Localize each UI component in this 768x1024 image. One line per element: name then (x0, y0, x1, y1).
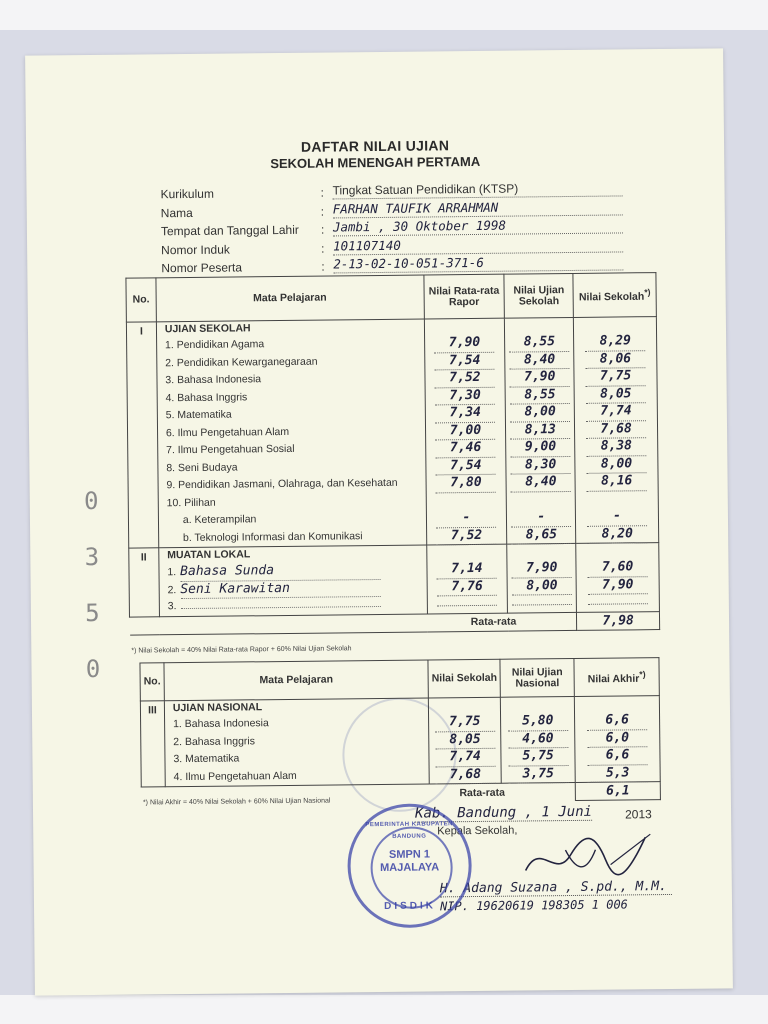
score-cell (501, 729, 574, 747)
score-column-2 (501, 696, 576, 783)
header-school-score: Nilai Sekolah (428, 659, 500, 698)
column-pad (574, 317, 656, 333)
score-cell (576, 455, 658, 473)
score-cell (425, 386, 505, 404)
document-title: DAFTAR NILAI UJIAN (300, 137, 450, 155)
subject-column (156, 319, 426, 548)
perforated-serial: 0 3 5 0 (83, 486, 102, 684)
score-value: 7,00 (435, 421, 495, 440)
score-cell (425, 404, 505, 422)
local-subject-name: Bahasa Sunda (180, 561, 380, 582)
score-value: 8,55 (509, 333, 569, 352)
subject-label: 8. Seni Budaya (166, 460, 238, 474)
score-cell (507, 455, 575, 473)
score-value: 7,68 (586, 420, 646, 439)
score-cell (506, 420, 574, 438)
subject-label: 1. (167, 566, 177, 579)
subject-label: 4. Ilmu Pengetahuan Alam (173, 769, 297, 783)
score-cell (426, 439, 506, 457)
score-value: 7,90 (512, 559, 572, 578)
info-value: FARHAN TAUFIK ARRAHMAN (333, 198, 623, 218)
score-cell (502, 764, 575, 782)
score-cell (426, 509, 506, 527)
average-value: 7,98 (577, 611, 660, 630)
score-value (512, 604, 572, 606)
score-cell (507, 473, 575, 491)
score-value: 7,90 (510, 368, 570, 387)
score-value: 7,75 (586, 367, 646, 386)
score-cell (574, 350, 656, 368)
score-value: 7,34 (435, 404, 495, 423)
score-cell (430, 765, 501, 783)
score-column-3 (574, 696, 660, 783)
local-subject-name (181, 606, 381, 609)
section-number (140, 701, 165, 787)
score-cell (577, 576, 659, 594)
exam-score-sheet (25, 48, 733, 995)
score-column-1 (426, 544, 507, 613)
info-value: Jambi , 30 Oktober 1998 (333, 216, 623, 236)
score-cell (426, 456, 506, 474)
score-cell (575, 402, 657, 420)
info-colon: : (321, 241, 325, 256)
header-national-exam: Nilai Ujian Nasional (500, 658, 574, 697)
principal-name: H. Adang Suzana , S.pd., M.M. (440, 879, 672, 897)
subject-label: 6. Ilmu Pengetahuan Alam (165, 425, 290, 439)
score-value: 7,74 (435, 748, 495, 767)
score-column-2 (507, 543, 577, 612)
score-value: 5,80 (508, 712, 568, 731)
score-cell (575, 711, 659, 729)
section-number (126, 322, 158, 548)
national-exam-table (139, 657, 660, 805)
score-cell (576, 507, 658, 525)
column-pad (575, 696, 659, 712)
header-subject: Mata Pelajaran (156, 275, 424, 322)
stamp-school: SMPN 1 (388, 848, 431, 861)
section-number-text: II (140, 551, 147, 564)
info-label: Nomor Induk (161, 242, 230, 257)
info-colon: : (320, 204, 325, 219)
score-cell (508, 594, 576, 612)
score-value: 8,06 (585, 350, 645, 369)
score-cell (427, 595, 507, 613)
score-cell (577, 593, 659, 611)
score-value: 8,65 (511, 525, 571, 544)
score-value: 7,46 (436, 439, 496, 458)
score-cell (507, 490, 575, 508)
score-value: 7,80 (436, 474, 496, 493)
score-value: 8,29 (585, 332, 645, 351)
score-cell (576, 472, 658, 490)
section-name: UJIAN SEKOLAH (164, 322, 251, 336)
info-colon: : (320, 222, 325, 237)
score-cell (427, 577, 507, 595)
subject-label: 2. Pendidikan Kewarganegaraan (165, 355, 318, 369)
subject-label: 9. Pendidikan Jasmani, Olahraga, dan Kesehatan (166, 476, 398, 492)
score-value: 7,90 (434, 334, 494, 353)
section-number-text: III (147, 704, 157, 717)
column-pad (508, 544, 576, 560)
score-cell (576, 764, 660, 782)
subject-label: 2. Bahasa Inggris (173, 734, 256, 748)
score-cell (508, 559, 576, 577)
score-value: 3,75 (508, 765, 568, 784)
column-pad (501, 697, 574, 713)
score-cell (507, 508, 575, 526)
subject-column (159, 545, 427, 616)
final-score-note: *) Nilai Akhir = 40% Nilai Sekolah + 60% Nilai Ujian Nasional (142, 797, 331, 807)
section-name: UJIAN NASIONAL (172, 701, 263, 715)
header-school-exam: Nilai Ujian Sekolah (504, 273, 573, 318)
score-value (588, 603, 648, 605)
score-cell (508, 576, 576, 594)
score-cell (429, 713, 500, 731)
section-number (129, 548, 160, 617)
score-value: 8,30 (511, 455, 571, 474)
info-value: 101107140 (333, 235, 623, 255)
score-value: 8,55 (510, 385, 570, 404)
score-cell (427, 560, 507, 578)
school-exam-table (125, 272, 660, 635)
local-subject-name: Seni Karawitan (180, 578, 380, 599)
subject-item (159, 527, 426, 547)
info-label: Nama (160, 205, 193, 220)
score-column-3 (574, 317, 659, 544)
score-cell (426, 474, 506, 492)
score-cell (427, 526, 507, 544)
score-cell (505, 333, 573, 351)
score-value: 8,20 (587, 525, 647, 544)
column-pad (576, 543, 658, 559)
subject-item (166, 766, 429, 786)
score-cell (575, 746, 659, 764)
score-value: 8,38 (586, 437, 646, 456)
score-cell (575, 437, 657, 455)
score-column-2 (505, 317, 576, 544)
school-stamp (347, 803, 472, 928)
info-label: Nomor Peserta (161, 260, 243, 276)
column-pad (427, 545, 507, 561)
score-value: 7,90 (588, 576, 648, 595)
info-label: Kurikulum (160, 186, 214, 202)
score-value: 7,60 (588, 558, 648, 577)
stamp-bottom-text: DISDIK (384, 900, 437, 912)
score-cell (506, 438, 574, 456)
info-colon: : (320, 185, 324, 200)
score-column-1 (429, 697, 502, 784)
subject-item (158, 475, 425, 495)
subject-label: a. Keterampilan (182, 513, 257, 527)
section-number-text: I (139, 325, 143, 338)
header-final-score: Nilai Akhir*) (574, 658, 659, 697)
score-cell (575, 367, 657, 385)
score-value: 8,00 (512, 576, 572, 595)
score-value: 8,00 (510, 403, 570, 422)
principal-nip: NIP. 19620619 198305 1 006 (439, 897, 628, 914)
score-cell (506, 368, 574, 386)
score-cell (575, 420, 657, 438)
header-no: No. (140, 663, 164, 701)
score-cell (501, 712, 574, 730)
score-value: 7,76 (437, 577, 497, 596)
score-value: 8,40 (511, 473, 571, 492)
score-value: 4,60 (508, 730, 568, 749)
score-value: - (436, 509, 496, 528)
score-cell (507, 525, 575, 543)
score-value: 7,14 (437, 560, 497, 579)
subject-label: 1. Bahasa Indonesia (172, 717, 269, 731)
info-value: Tingkat Satuan Pendidikan (KTSP) (332, 179, 622, 199)
school-score-note: *) Nilai Sekolah = 40% Nilai Rata-rata Rapor + 60% Nilai Ujian Sekolah (131, 645, 352, 655)
score-cell (430, 748, 501, 766)
header-school-score: Nilai Sekolah*) (573, 273, 656, 318)
score-column-3 (576, 543, 659, 612)
column-pad (505, 318, 573, 334)
score-cell (429, 730, 500, 748)
score-value: 6,6 (587, 746, 647, 765)
subject-label: 2. (167, 583, 177, 596)
score-value: 9,00 (510, 438, 570, 457)
subject-label: 7. Ilmu Pengetahuan Sosial (166, 442, 295, 457)
stamp-ring-text: PEMERINTAH KABUPATEN BANDUNG (365, 821, 454, 840)
subject-label: b. Teknologi Informasi dan Komunikasi (182, 529, 363, 544)
score-value: - (587, 507, 647, 526)
sign-year: 2013 (625, 807, 652, 822)
score-cell (425, 369, 505, 387)
stamp-town: MAJALAYA (380, 861, 440, 875)
average-label: Rata-rata (129, 612, 576, 635)
subject-item (160, 596, 427, 616)
score-value: 7,68 (435, 765, 495, 784)
score-column-1 (424, 318, 507, 545)
column-pad (424, 319, 504, 335)
score-value: 7,52 (436, 526, 496, 545)
subject-label: 10. Pilihan (166, 496, 216, 509)
subject-label: 4. Bahasa Inggris (165, 390, 248, 404)
place-date: Kab. Bandung , 1 Juni (414, 803, 593, 822)
score-value: 8,40 (509, 350, 569, 369)
score-cell (576, 490, 658, 508)
score-value: 8,16 (587, 472, 647, 491)
score-value: 8,00 (586, 455, 646, 474)
score-value: 8,05 (435, 730, 495, 749)
header-report-average: Nilai Rata-rata Rapor (423, 274, 504, 319)
document-subtitle: SEKOLAH MENENGAH PERTAMA (270, 153, 481, 172)
score-value: 7,52 (435, 369, 495, 388)
score-value: 8,13 (510, 420, 570, 439)
score-value: 7,30 (435, 386, 495, 405)
score-cell (577, 558, 659, 576)
header-no: No. (126, 278, 156, 322)
score-value: 7,54 (435, 351, 495, 370)
principal-role: Kepala Sekolah, (437, 824, 518, 838)
score-cell (506, 385, 574, 403)
score-cell (575, 385, 657, 403)
score-value: 6,0 (587, 729, 647, 748)
score-cell (506, 403, 574, 421)
subject-label: 3. (167, 600, 177, 613)
score-cell (425, 351, 505, 369)
score-value: - (511, 508, 571, 527)
score-value: 7,75 (435, 713, 495, 732)
info-colon: : (321, 259, 325, 274)
average-value: 6,1 (575, 782, 660, 801)
subject-column (164, 698, 429, 787)
score-cell (426, 421, 506, 439)
score-value: 5,3 (588, 764, 648, 783)
average-label: Rata-rata (141, 782, 575, 805)
column-pad (429, 698, 500, 714)
score-cell (506, 350, 574, 368)
info-label: Tempat dan Tanggal Lahir (160, 222, 299, 239)
info-value: 2-13-02-10-051-371-6 (333, 253, 623, 273)
header-subject: Mata Pelajaran (164, 660, 429, 701)
score-cell (576, 525, 658, 543)
score-value: 6,6 (587, 711, 647, 730)
score-cell (426, 491, 506, 509)
subject-label: 5. Matematika (165, 408, 232, 422)
score-value: 7,54 (436, 456, 496, 475)
subject-label: 3. Bahasa Indonesia (165, 373, 262, 387)
score-value: 7,74 (586, 402, 646, 421)
subject-label: 3. Matematika (173, 752, 240, 766)
score-cell (574, 332, 656, 350)
section-name: MUATAN LOKAL (167, 548, 251, 562)
score-value: 8,05 (586, 385, 646, 404)
subject-label: 1. Pendidikan Agama (164, 338, 265, 352)
score-value: 5,75 (508, 747, 568, 766)
score-cell (575, 729, 659, 747)
score-value (437, 605, 497, 607)
score-cell (425, 334, 505, 352)
student-info (160, 181, 519, 276)
signature-scribble (515, 829, 656, 882)
score-cell (502, 747, 575, 765)
